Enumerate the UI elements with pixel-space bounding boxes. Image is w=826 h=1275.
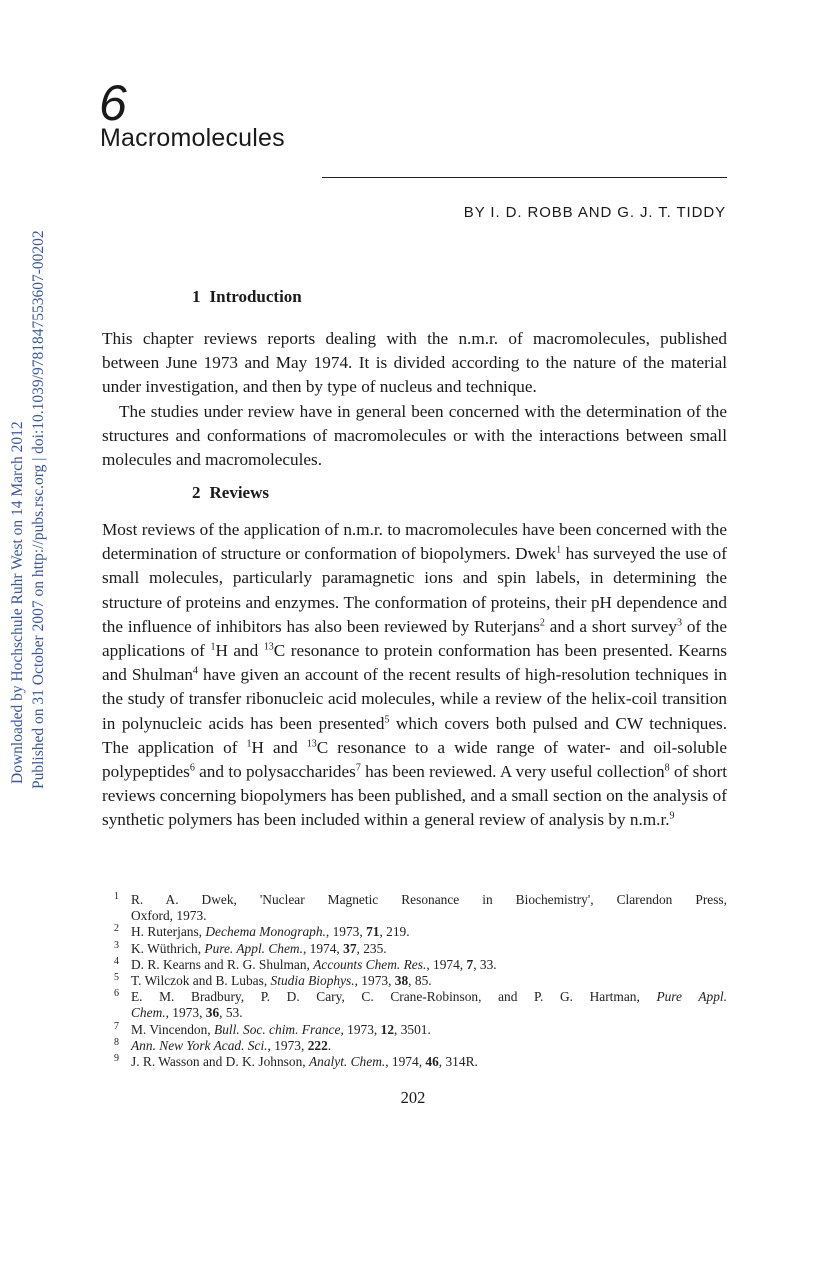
section-heading-reviews [192,483,269,503]
footnote-volume: 46 [425,1054,439,1070]
body-text: C resonance to protein conformation has been presented. Kearns and Shulman [102,641,727,685]
footnote-page: , 85. [408,973,432,989]
footnote [114,892,727,924]
footnote-authors: T. Wilczok and B. Lubas, [131,973,271,989]
footnote [114,957,727,973]
reference-marker: 8 [664,762,670,774]
reference-marker: 9 [669,810,675,822]
body-text: C resonance to a wide range of water- and oil-soluble polypeptides [102,737,728,782]
footnote-journal: Bull. Soc. chim. France [214,1021,341,1037]
body-text: have given an account of the recent results of high-resolution techniques in the study of transfer ribonucleic acid molecules, while a review of the helix-coil transition in polynucleic acids has been presented [102,665,727,733]
body-text: H and [251,737,307,757]
footnote-volume: 7 [466,956,474,972]
body-text: of short reviews concerning biopolymers has been published, and a small section on the analysis of synthetic polymers has been included within a general review of analysis by n.m.r. [102,762,728,830]
footnote-year: , 1973, [165,1005,206,1021]
footnote-volume: 38 [394,973,409,989]
section-number: 1 [192,287,201,306]
download-notice-line: Downloaded by Hochschule Ruhr West on 14 March 2012 [9,421,26,784]
intro-paragraph-1: This chapter reviews reports dealing with the n.m.r. of macromolecules, published between June 1973 and May 1974. It is divided according to the nature of the material under investigation, and then by type of nucleus and technique. [102,329,727,397]
reference-marker: 1 [556,544,562,556]
footnote-number: 5 [114,972,119,984]
footnote-page: , 219. [379,924,410,940]
chapter-title: Macromolecules [100,124,285,152]
reference-marker: 3 [676,617,682,629]
footnote [114,1054,727,1070]
section-title: Reviews [209,483,269,502]
footnote-first-line [131,989,727,1005]
footnote-authors: H. Ruterjans, [131,924,206,940]
footnote [114,1038,727,1054]
footnote-journal: Accounts Chem. Res. [313,956,427,972]
footnote [114,989,727,1021]
footnote-year: , 1974, [302,940,344,956]
footnote-page: , 53. [219,1005,243,1021]
title-rule [322,177,727,178]
footnote-year: , 1973, [354,973,395,989]
body-text: Most reviews of the application of n.m.r. to macromolecules have been concerned with the determination of structure or conformation of biopolymers. Dwek [102,520,727,564]
body-text: and a short survey [544,616,677,636]
footnote-journal: Dechema Monograph. [205,924,326,940]
footnote-volume: 37 [343,940,357,956]
body-text: which covers both pulsed and CW techniques. The application of [102,713,728,757]
footnote-year: , 1974, [426,956,467,972]
footnote-page: , 235. [356,940,387,956]
footnote-volume: 222 [307,1037,328,1053]
footnote-number: 1 [114,891,119,902]
footnote-number: 3 [114,939,119,951]
footnote [114,924,727,940]
body-text: of the applications of [102,616,727,661]
intro-paragraph-2: The studies under review have in general been concerned with the determination of the structures and conformations of macromolecules or with the interactions between small molecules and macromolecules. [102,402,727,470]
footnote-year: , 1974, [385,1054,426,1070]
reference-marker: 5 [384,713,390,725]
footnote-number: 9 [114,1053,119,1065]
footnote-year: , 1973, [267,1037,308,1053]
footnote-year: , 1973, [340,1021,381,1037]
reviews-paragraph [102,518,727,833]
footnote-volume: 71 [366,924,380,940]
isotope-mass: 1 [246,738,252,750]
footnote-authors: M. Vincendon, [131,1021,215,1037]
footnote-page: , 314R. [438,1054,478,1070]
footnote-journal: Pure. Appl. Chem. [204,940,303,956]
footnote-authors: J. R. Wasson and D. K. Johnson, [131,1054,309,1070]
footnote-volume: 36 [205,1005,220,1021]
section-title: Introduction [209,287,302,306]
isotope-mass: 13 [306,738,317,750]
footnote-journal: Ann. New York Acad. Sci. [131,1037,268,1053]
footnote-journal: Analyt. Chem. [308,1054,386,1070]
footnote-text: Oxford, 1973. [131,908,207,924]
page-number: 202 [400,1088,426,1107]
isotope-mass: 13 [263,641,274,653]
reference-marker: 7 [355,762,361,774]
chapter-number: 6 [99,75,127,131]
footnote-number: 4 [114,955,119,967]
body-text: and to polysaccharides [194,762,356,782]
footnotes [114,892,727,1070]
footnote-journal: Pure Appl. [656,989,727,1005]
body-text: has been reviewed. A very useful collection [360,762,665,782]
publication-doi-notice[interactable]: Published on 31 October 2007 on http://pubs.rsc.org | doi:10.1039/9781847553607-00202 [30,230,47,789]
footnote-authors: K. Wüthrich, [131,940,205,956]
author-byline: BY I. D. ROBB AND G. J. T. TIDDY [463,204,726,221]
footnote-year: , 1973, [325,924,367,940]
footnote-number: 7 [114,1020,119,1032]
footnote-page: , 33. [473,956,497,972]
body-text: H and [215,641,264,661]
download-notice [0,0,80,1275]
footnote-authors: D. R. Kearns and R. G. Shulman, [131,956,314,972]
footnote [114,973,727,989]
reference-marker: 4 [192,665,198,677]
reference-marker: 6 [189,762,195,774]
body-text: has surveyed the use of small molecules, particularly paramagnetic ions and spin labels, in determining the structure of proteins and enzymes. The conformation of proteins, their pH dependence and the influence of inhibitors has also been reviewed by Ruterjans [102,544,727,636]
footnote [114,941,727,957]
section-heading-introduction [192,287,302,307]
reference-marker: 2 [539,617,545,629]
footnote [114,1022,727,1038]
footnote-page: , 3501. [394,1021,431,1037]
footnote-journal: Chem. [131,1005,166,1021]
footnote-volume: 12 [380,1021,395,1037]
footnote-page: . [327,1037,332,1053]
footnote-number: 6 [114,988,119,1000]
footnote-text: R. A. Dwek, 'Nuclear Magnetic Resonance in Biochemistry', Clarendon Press, [131,892,727,907]
isotope-mass: 1 [210,641,216,653]
footnote-number: 2 [114,923,119,935]
footnote-number: 8 [114,1036,119,1048]
section-number: 2 [192,483,201,502]
footnote-journal: Studia Biophys. [270,973,355,989]
footnote-authors: E. M. Bradbury, P. D. Cary, C. Crane-Robinson, and P. G. Hartman, [131,989,657,1005]
